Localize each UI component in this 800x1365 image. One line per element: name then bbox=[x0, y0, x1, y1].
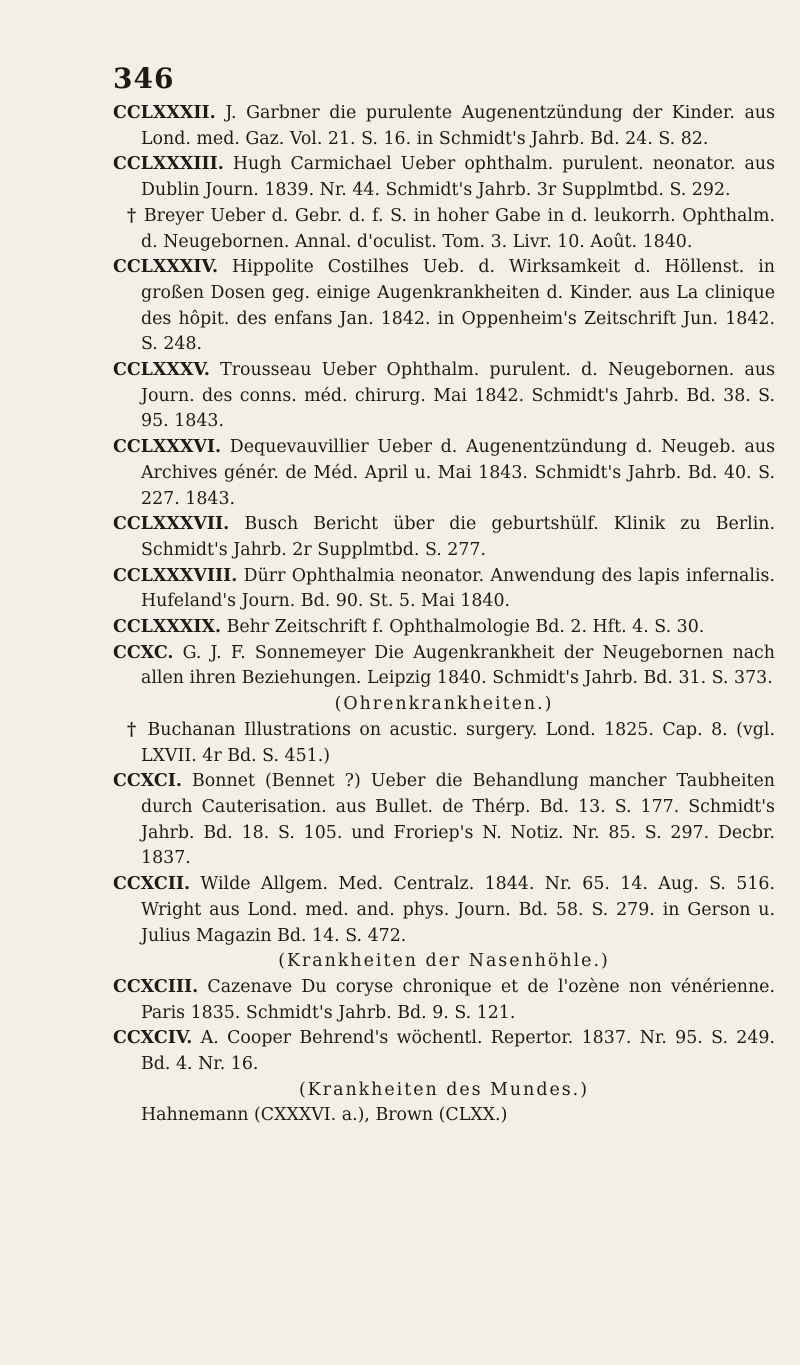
entry-text: Buchanan Illustrations on acustic. surgery. Lond. 1825. Cap. 8. (vgl. LXVII. 4r Bd. S. 451.) bbox=[141, 719, 775, 766]
bibliography-entry bbox=[113, 358, 775, 435]
entry-number: CCXCI. bbox=[113, 771, 182, 792]
entry-text: Dequevauvillier Ueber d. Augenentzündung d. Neugeb. aus Archives génér. de Méd. April u. Mai 1843. Schmidt's Jahrb. Bd. 40. S. 227. 1843. bbox=[141, 437, 776, 509]
bibliography-entry bbox=[113, 101, 775, 152]
entry-number: CCLXXXVII. bbox=[113, 514, 230, 535]
entry-number: CCLXXXIII. bbox=[113, 154, 224, 175]
bibliography-entry bbox=[113, 975, 775, 1026]
entry-text: A. Cooper Behrend's wöchentl. Repertor. 1837. Nr. 95. S. 249. Bd. 4. Nr. 16. bbox=[141, 1028, 776, 1075]
entry-number: CCLXXXII. bbox=[113, 103, 216, 123]
entry-text: Hippolite Costilhes Ueb. d. Wirksamkeit d. Höllenst. in großen Dosen geg. einige Augenkrankheiten d. Kinder. aus La clinique des hôpit. des enfans Jan. 1842. in Oppenheim's Zeitschrift Jun. 1842. S. 248. bbox=[141, 257, 775, 355]
entry-text: Hahnemann (CXXXVI. a.), Brown (CLXX.) bbox=[141, 1105, 508, 1126]
entry-text: Wilde Allgem. Med. Centralz. 1844. Nr. 65. 14. Aug. S. 516. Wright aus Lond. med. and. phys. Journ. Bd. 58. S. 279. in Gerson u. Julius Magazin Bd. 14. S. 472. bbox=[141, 874, 775, 946]
entry-text: G. J. F. Sonnemeyer Die Augenkrankheit der Neugebornen nach allen ihren Beziehungen. Leipzig 1840. Schmidt's Jahrb. Bd. 31. S. 373. bbox=[141, 642, 775, 689]
bibliography-entry bbox=[113, 255, 775, 358]
heading-text: (Ohrenkrankheiten.) bbox=[334, 694, 554, 715]
bibliography-entry bbox=[113, 769, 775, 872]
entry-text: Dürr Ophthalmia neonator. Anwendung des lapis infernalis. Hufeland's Journ. Bd. 90. St. 5. Mai 1840. bbox=[141, 565, 775, 612]
section-heading bbox=[113, 692, 775, 718]
bibliography-entry bbox=[113, 872, 775, 949]
heading-text: (Krankheiten der Nasenhöhle.) bbox=[278, 951, 610, 972]
entry-text: Bonnet (Bennet ?) Ueber die Behandlung mancher Taubheiten durch Cauterisation. aus Bullet. de Thérp. Bd. 13. S. 177. Schmidt's Jahrb. Bd. 18. S. 105. und Froriep's N. Notiz. Nr. 85. S. 297. Decbr. 1837. bbox=[141, 771, 775, 869]
bibliography-entry bbox=[113, 512, 775, 563]
dagger-mark: † bbox=[127, 719, 140, 740]
section-heading bbox=[113, 949, 775, 975]
entry-number: CCLXXXIX. bbox=[113, 617, 222, 638]
bibliography-entry bbox=[113, 564, 775, 615]
entry-text: Busch Bericht über die geburtshülf. Klinik zu Berlin. Schmidt's Jahrb. 2r Supplmtbd. S. 277. bbox=[141, 514, 775, 560]
dagger-mark: † bbox=[127, 205, 138, 226]
entry-number: CCXCIV. bbox=[113, 1028, 193, 1049]
entry-text: Trousseau Ueber Ophthalm. purulent. d. Neugebornen. aus Journ. des conns. méd. chirurg. Mai 1842. Schmidt's Jahrb. Bd. 38. S. 95. 1843. bbox=[141, 360, 776, 432]
section-heading bbox=[113, 1078, 775, 1104]
bibliography-entry bbox=[113, 1026, 775, 1077]
entry-number: CCXC. bbox=[113, 642, 174, 663]
entry-number: CCLXXXVI. bbox=[113, 437, 222, 458]
page-number: 346 bbox=[113, 62, 175, 95]
entry-number: CCLXXXV. bbox=[113, 360, 210, 381]
entry-number: CCXCII. bbox=[113, 874, 191, 895]
entry-text: Hugh Carmichael Ueber ophthalm. purulent. neonator. aus Dublin Journ. 1839. Nr. 44. Schmidt's Jahrb. 3r Supplmtbd. S. 292. bbox=[141, 154, 775, 201]
bibliography-entry bbox=[113, 641, 775, 692]
entry-number: CCXCIII. bbox=[113, 976, 199, 997]
bibliography-entry bbox=[113, 204, 775, 255]
entry-number: CCLXXXVIII. bbox=[113, 565, 238, 586]
bibliography-entry bbox=[113, 152, 775, 203]
entry-text: Behr Zeitschrift f. Ophthalmologie Bd. 2. Hft. 4. S. 30. bbox=[226, 617, 705, 638]
entry-text: Cazenave Du coryse chronique et de l'ozène non vénérienne. Paris 1835. Schmidt's Jahrb. Bd. 9. S. 121. bbox=[141, 976, 776, 1023]
bibliography-entry bbox=[113, 718, 775, 769]
bibliography-entry bbox=[113, 615, 775, 641]
entry-number: CCLXXXIV. bbox=[113, 257, 219, 278]
entry-text: Breyer Ueber d. Gebr. d. f. S. in hoher Gabe in d. leukorrh. Ophthalm. d. Neugebornen. Annal. d'oculist. Tom. 3. Livr. 10. Août. 1840. bbox=[141, 205, 775, 252]
bibliography-list bbox=[113, 101, 775, 1129]
entry-text: J. Garbner die purulente Augenentzündung der Kinder. aus Lond. med. Gaz. Vol. 21. S. 16. in Schmidt's Jahrb. Bd. 24. S. 82. bbox=[141, 103, 776, 149]
bibliography-entry bbox=[113, 435, 775, 512]
bibliography-entry bbox=[113, 1103, 775, 1129]
heading-text: (Krankheiten des Mundes.) bbox=[298, 1079, 589, 1100]
